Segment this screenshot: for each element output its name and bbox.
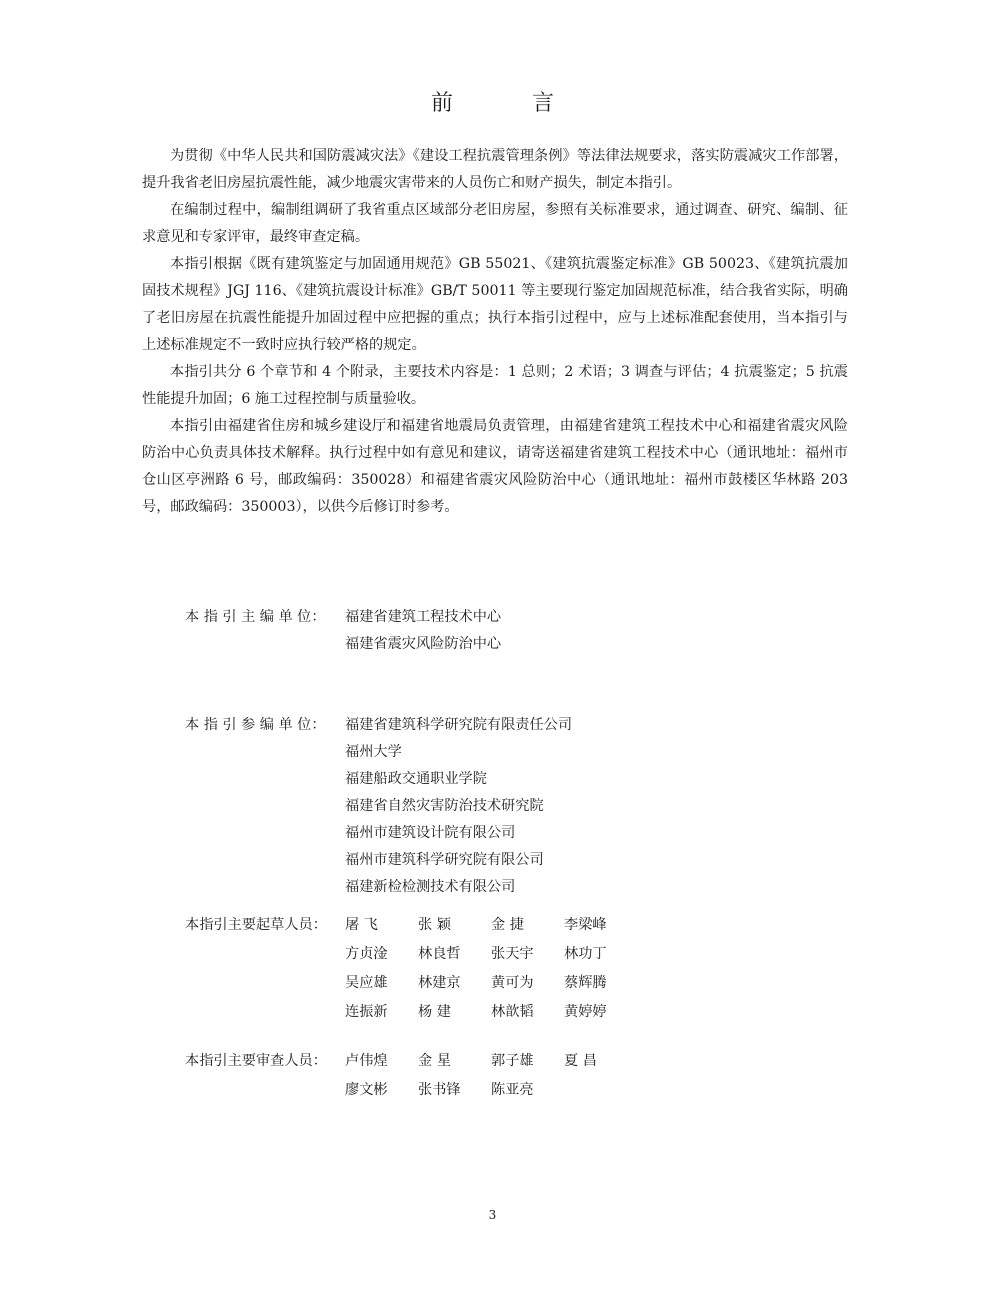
drafter-name: 黄婷婷 — [564, 1004, 607, 1020]
drafter-name: 连振新 — [345, 1004, 388, 1020]
paragraph: 在编制过程中，编制组调研了我省重点区域部分老旧房屋，参照有关标准要求，通过调查、研究、编制、征求意见和专家评审，最终审查定稿。 — [142, 202, 848, 245]
drafter-name: 林良哲 — [418, 946, 461, 962]
reviewer-name: 陈亚亮 — [491, 1082, 534, 1098]
chief-unit: 福建省建筑工程技术中心 — [345, 609, 502, 625]
reviewer-name: 张书锋 — [418, 1082, 461, 1098]
drafter-name: 金 捷 — [491, 917, 524, 933]
reviewer-name: 廖文彬 — [345, 1082, 388, 1098]
drafter-name: 张天宇 — [491, 946, 534, 962]
reviewer-name: 卢伟煌 — [345, 1053, 388, 1069]
drafter-name: 方贞淦 — [345, 946, 388, 962]
page-number: 3 — [488, 1208, 497, 1222]
paragraph: 本指引共分 6 个章节和 4 个附录，主要技术内容是：1 总则；2 术语；3 调查与评估；4 抗震鉴定；5 抗震性能提升加固；6 施工过程控制与质量验收。 — [142, 364, 848, 407]
drafter-name: 屠 飞 — [345, 917, 378, 933]
chief-units-label: 本 指 引 主 编 单 位： — [185, 609, 326, 625]
participating-unit: 福建船政交通职业学院 — [345, 771, 487, 787]
reviewer-name: 金 星 — [418, 1053, 451, 1069]
drafter-name: 杨 建 — [418, 1004, 451, 1020]
drafters-section — [185, 911, 845, 1027]
drafter-name: 林建京 — [418, 975, 461, 991]
participating-units-section — [185, 712, 845, 901]
participating-unit: 福州大学 — [345, 744, 402, 760]
participating-unit: 福建新检检测技术有限公司 — [345, 879, 516, 895]
reviewers-label: 本指引主要审查人员： — [185, 1053, 327, 1069]
reviewer-name: 郭子雄 — [491, 1053, 534, 1069]
reviewers-section — [185, 1047, 845, 1105]
participating-unit: 福州市建筑科学研究院有限公司 — [345, 852, 544, 868]
paragraph: 本指引根据《既有建筑鉴定与加固通用规范》GB 55021、《建筑抗震鉴定标准》GB 50023、《建筑抗震加固技术规程》JGJ 116、《建筑抗震设计标准》GB/T 50011 等主要现行鉴定加固规范标准，结合我省实际，明确了老旧房屋在抗震性能提升加固过程中应把握的重点；执行本指引过程中，应与上述标准配套使用，当本指引与上述标准规定不一致时应执行较严格的规定。 — [142, 256, 848, 353]
participating-unit: 福州市建筑设计院有限公司 — [345, 825, 516, 841]
participating-units-label: 本 指 引 参 编 单 位： — [185, 717, 326, 733]
drafter-name: 林功丁 — [564, 946, 607, 962]
drafter-name: 黄可为 — [491, 975, 534, 991]
participating-unit: 福建省自然灾害防治技术研究院 — [345, 798, 544, 814]
participating-unit: 福建省建筑科学研究院有限责任公司 — [345, 717, 573, 733]
drafter-name: 蔡辉腾 — [564, 975, 607, 991]
drafter-name: 张 颖 — [418, 917, 451, 933]
drafter-name: 林歆韬 — [491, 1004, 534, 1020]
drafter-name: 吴应雄 — [345, 975, 388, 991]
page-title: 前 言 — [431, 91, 590, 116]
reviewer-name: 夏 昌 — [564, 1053, 597, 1069]
chief-unit: 福建省震灾风险防治中心 — [345, 636, 502, 652]
preface-body — [142, 143, 848, 521]
paragraph: 为贯彻《中华人民共和国防震减灾法》《建设工程抗震管理条例》等法律法规要求，落实防震减灾工作部署，提升我省老旧房屋抗震性能，减少地震灾害带来的人员伤亡和财产损失，制定本指引。 — [142, 148, 848, 191]
drafter-name: 李梁峰 — [564, 917, 607, 933]
paragraph: 本指引由福建省住房和城乡建设厅和福建省地震局负责管理，由福建省建筑工程技术中心和福建省震灾风险防治中心负责具体技术解释。执行过程中如有意见和建议，请寄送福建省建筑工程技术中心（通讯地址：福州市仓山区亭洲路 6 号，邮政编码：350028）和福建省震灾风险防治中心（通讯地址：福州市鼓楼区华林路 203 号，邮政编码：350003），以供今后修订时参考。 — [142, 418, 848, 515]
chief-units-section — [185, 604, 845, 658]
drafters-label: 本指引主要起草人员： — [185, 917, 327, 933]
